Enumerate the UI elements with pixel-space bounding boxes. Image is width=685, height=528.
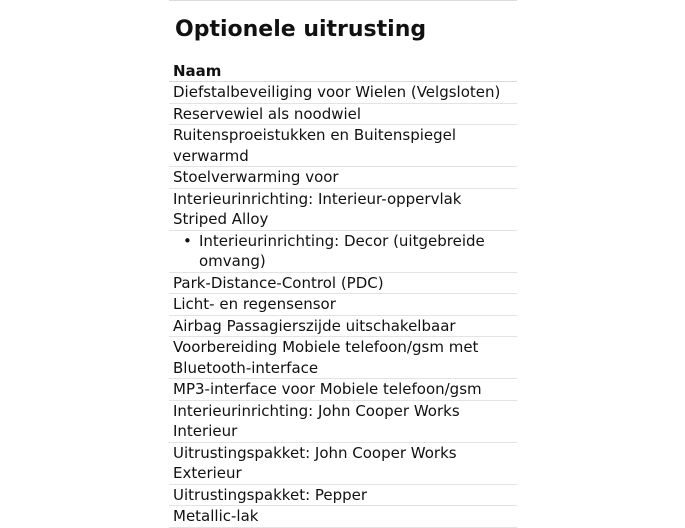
row-text: Park-Distance-Control (PDC) <box>173 273 384 292</box>
equipment-table <box>169 61 517 528</box>
table-row <box>169 506 517 528</box>
column-header-naam: Naam <box>169 61 517 82</box>
row-text: Ruitensproeistukken en Buitenspiegel verwarmd <box>173 126 457 165</box>
table-row <box>169 82 517 104</box>
table-row <box>169 104 517 126</box>
row-text: Airbag Passagierszijde uitschakelbaar <box>173 316 456 335</box>
row-text: Reservewiel als noodwiel <box>173 104 362 123</box>
row-text: Uitrustingspakket: Pepper <box>173 485 368 504</box>
table-row <box>169 189 517 231</box>
table-row-sub-item <box>169 231 517 273</box>
table-row <box>169 337 517 379</box>
table-row <box>169 379 517 401</box>
table-row <box>169 401 517 443</box>
row-text: Metallic-lak <box>173 507 259 525</box>
bullet-icon: • <box>183 231 192 250</box>
table-row <box>169 485 517 507</box>
table-row <box>169 273 517 295</box>
table-row <box>169 294 517 316</box>
row-text: Licht- en regensensor <box>173 295 336 313</box>
row-text: Stoelverwarming voor <box>173 168 339 186</box>
row-text: MP3-interface voor Mobiele telefoon/gsm <box>173 380 482 398</box>
row-text: Interieurinrichting: Interieur-oppervlak Striped Alloy <box>173 189 462 228</box>
table-row <box>169 316 517 338</box>
table-row <box>169 443 517 485</box>
row-text: Uitrustingspakket: John Cooper Works Exterieur <box>173 443 457 482</box>
content-panel <box>169 0 517 525</box>
page-title: Optionele uitrusting <box>175 17 427 42</box>
row-text: Diefstalbeveiliging voor Wielen (Velgsloten) <box>173 83 501 101</box>
row-text: Interieurinrichting: John Cooper Works Interieur <box>173 401 460 440</box>
row-text: Interieurinrichting: Decor (uitgebreide omvang) <box>199 231 485 270</box>
row-text: Voorbereiding Mobiele telefoon/gsm met Bluetooth-interface <box>173 338 479 377</box>
table-row <box>169 125 517 167</box>
table-row <box>169 167 517 189</box>
